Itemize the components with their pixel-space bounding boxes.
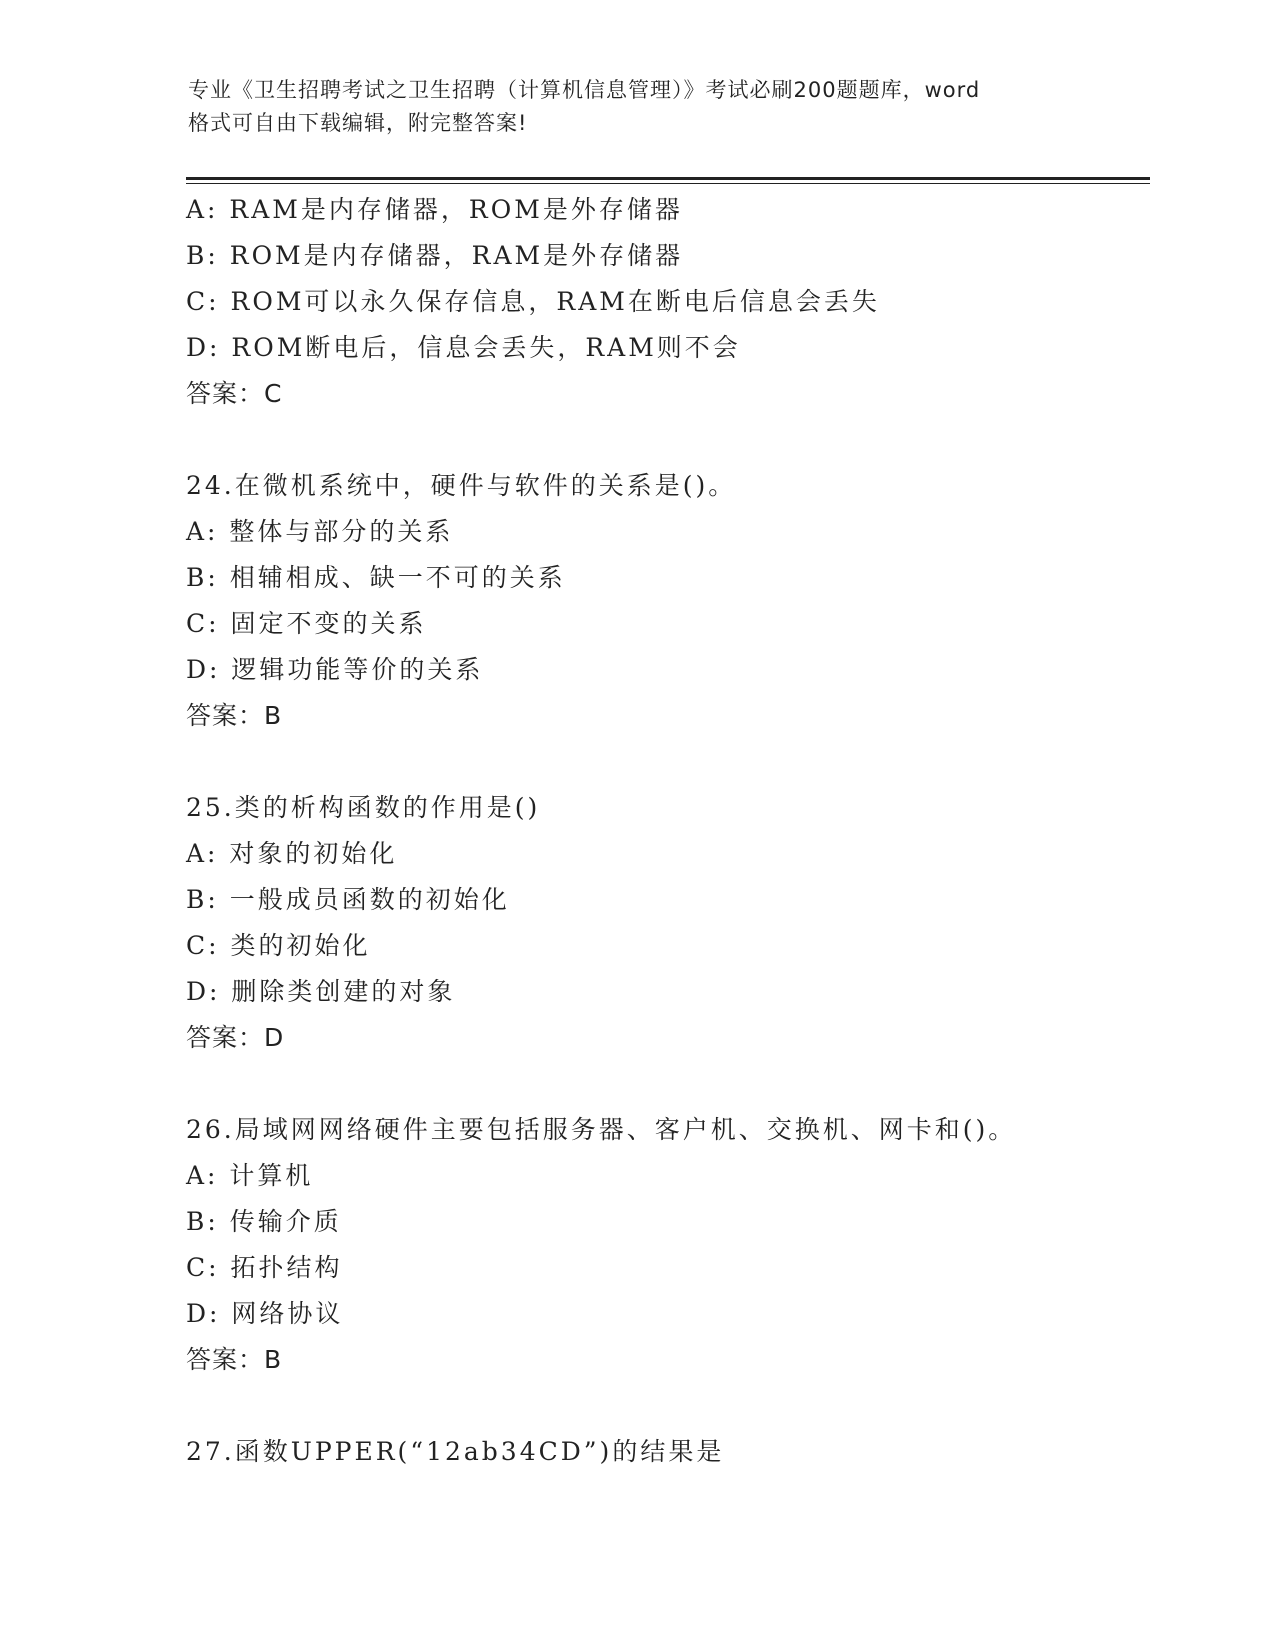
answer-line: 答案：C [186, 379, 283, 408]
question-block [186, 463, 1150, 739]
option-c: C: 拓扑结构 [186, 1253, 343, 1282]
question-text: 27.函数UPPER(“12ab34CD”)的结果是 [186, 1437, 725, 1466]
option-a: A: RAM是内存储器，ROM是外存储器 [186, 195, 683, 224]
question-block [186, 1107, 1150, 1383]
option-d: D: 网络协议 [186, 1299, 344, 1328]
option-b: B: 一般成员函数的初始化 [186, 885, 510, 914]
option-b: B: ROM是内存储器，RAM是外存储器 [186, 241, 684, 270]
option-a: A: 整体与部分的关系 [186, 517, 454, 546]
option-a: A: 计算机 [186, 1161, 314, 1190]
option-c: C: ROM可以永久保存信息，RAM在断电后信息会丢失 [186, 287, 880, 316]
header-divider-thin [186, 183, 1150, 184]
question-block [186, 785, 1150, 1061]
header-line-1: 专业《卫生招聘考试之卫生招聘（计算机信息管理）》考试必刷200题题库，word [188, 78, 981, 102]
option-d: D: 删除类创建的对象 [186, 977, 456, 1006]
question-block [186, 1429, 1150, 1475]
question-block [186, 187, 1150, 417]
answer-line: 答案：D [186, 1023, 285, 1052]
header-line-2: 格式可自由下载编辑，附完整答案! [188, 111, 528, 135]
option-d: D: ROM断电后，信息会丢失，RAM则不会 [186, 333, 741, 362]
option-c: C: 类的初始化 [186, 931, 371, 960]
option-c: C: 固定不变的关系 [186, 609, 427, 638]
answer-line: 答案：B [186, 701, 283, 730]
document-header [188, 74, 1088, 140]
option-a: A: 对象的初始化 [186, 839, 398, 868]
question-text: 24.在微机系统中，硬件与软件的关系是()。 [186, 471, 737, 500]
option-b: B: 相辅相成、缺一不可的关系 [186, 563, 566, 592]
question-text: 26.局域网网络硬件主要包括服务器、客户机、交换机、网卡和()。 [186, 1115, 1017, 1144]
question-text: 25.类的析构函数的作用是() [186, 793, 541, 822]
answer-line: 答案：B [186, 1345, 283, 1374]
question-list [186, 187, 1150, 1475]
option-d: D: 逻辑功能等价的关系 [186, 655, 484, 684]
option-b: B: 传输介质 [186, 1207, 342, 1236]
header-divider-thick [186, 177, 1150, 180]
